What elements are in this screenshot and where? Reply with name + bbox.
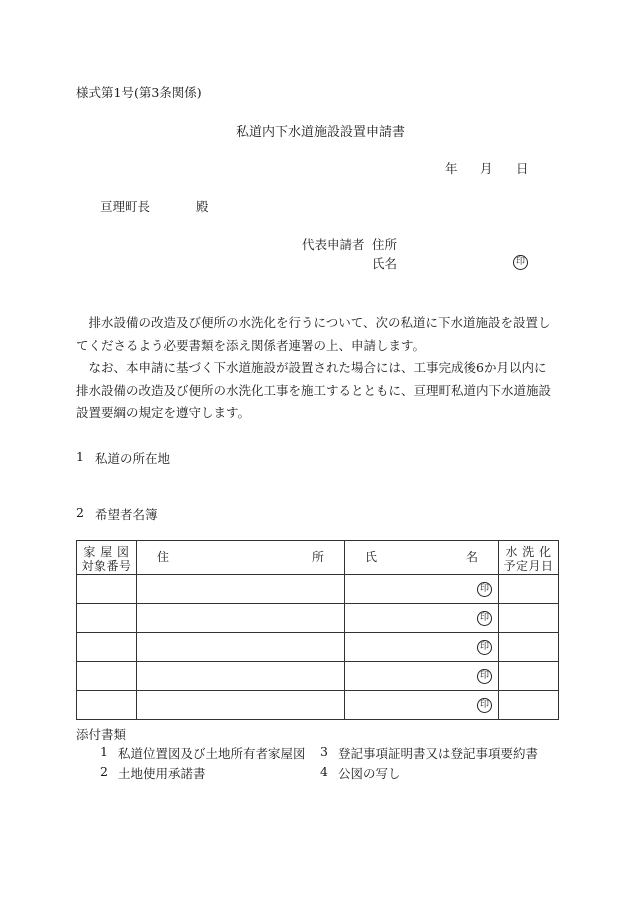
applicant-roster-table [76,540,559,720]
cell-name[interactable] [345,633,499,662]
page-title: 私道内下水道施設設置申請書 [236,125,406,140]
seal-icon: 印 [477,698,492,713]
cell-house-number[interactable] [77,662,137,691]
header-flush-date-line2: 予定月日 [503,558,554,573]
cell-flush-date[interactable] [499,604,559,633]
section-2-title: 希望者名簿 [95,507,158,522]
cell-flush-date[interactable] [499,662,559,691]
header-flush-date [499,541,559,575]
cell-address[interactable] [137,633,345,662]
header-address [137,541,345,575]
attachment-number: 2 [100,764,108,779]
attachment-label: 土地使用承諾書 [118,766,206,781]
table-row [77,575,559,604]
cell-flush-date[interactable] [499,633,559,662]
header-address-char2: 所 [311,550,324,564]
cell-house-number[interactable] [77,575,137,604]
header-name-char2: 名 [465,550,478,564]
applicant-name-label: 氏名 [372,256,398,271]
header-name [345,541,499,575]
attachment-number: 1 [100,744,108,759]
form-number: 様式第1号(第3条関係) [76,85,202,100]
attachment-label: 公図の写し [338,766,401,781]
attachment-number: 3 [320,744,328,759]
attachments-heading: 添付書類 [76,727,127,742]
date-day-label: 日 [516,161,529,176]
table-row [77,662,559,691]
table-row [77,604,559,633]
cell-name[interactable] [345,662,499,691]
cell-name[interactable] [345,691,499,720]
body-text [76,312,558,425]
section-1-title: 私道の所在地 [95,451,171,466]
seal-icon: 印 [477,669,492,684]
seal-icon: 印 [477,611,492,626]
body-paragraph-1: 排水設備の改造及び便所の水洗化を行うについて、次の私道に下水道施設を設置してくださるよう必要書類を添え関係者連署の上、申請します。 [76,315,551,353]
applicant-address-label: 住所 [372,237,398,252]
header-house-number-line2: 対象番号 [81,558,132,573]
cell-address[interactable] [137,575,345,604]
attachment-number: 4 [320,764,328,779]
table-header-row [77,541,559,575]
attachment-label: 私道位置図及び土地所有者家屋図 [118,746,306,761]
applicant-seal-icon: 印 [513,255,528,270]
header-house-number [77,541,137,575]
header-address-char1: 住 [157,550,170,564]
section-1-number: 1 [76,449,84,464]
date-month-label: 月 [480,161,493,176]
body-paragraph-2: なお、本申請に基づく下水道施設が設置された場合には、工事完成後6か月以内に排水設備の改造及び便所の水洗化工事を施工するとともに、亘理町私道内下水道施設設置要綱の規定を遵守します。 [76,360,552,420]
seal-icon: 印 [477,582,492,597]
cell-flush-date[interactable] [499,691,559,720]
cell-name[interactable] [345,575,499,604]
cell-house-number[interactable] [77,604,137,633]
cell-house-number[interactable] [77,691,137,720]
cell-address[interactable] [137,662,345,691]
date-year-label: 年 [445,161,458,176]
addressee-name: 亘理町長 [100,199,151,214]
attachment-label: 登記事項証明書又は登記事項要約書 [338,746,539,761]
addressee-honorific: 殿 [196,199,209,214]
cell-address[interactable] [137,691,345,720]
cell-address[interactable] [137,604,345,633]
applicant-label: 代表申請者 [302,237,365,252]
cell-name[interactable] [345,604,499,633]
section-2-number: 2 [76,505,84,520]
header-house-number-line1: 家 屋 図 [83,544,130,559]
table-row [77,691,559,720]
cell-house-number[interactable] [77,633,137,662]
header-flush-date-line1: 水 洗 化 [505,544,552,559]
seal-icon: 印 [477,640,492,655]
header-name-char1: 氏 [365,550,378,564]
cell-flush-date[interactable] [499,575,559,604]
table-row [77,633,559,662]
